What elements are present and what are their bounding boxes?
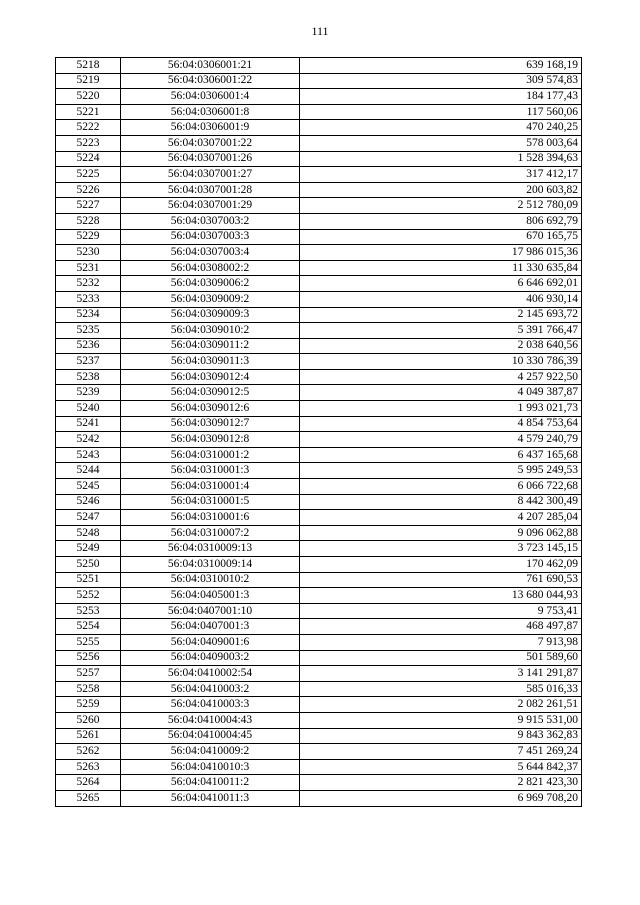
page-number: 111 bbox=[311, 24, 329, 38]
row-number-cell: 5261 bbox=[56, 728, 121, 744]
cadastral-number-cell: 56:04:0306001:4 bbox=[121, 89, 300, 105]
table-row bbox=[56, 73, 582, 89]
cadastral-value-cell: 5 391 766,47 bbox=[300, 323, 582, 339]
cadastral-number-cell: 56:04:0307003:3 bbox=[121, 229, 300, 245]
cadastral-value-cell: 2 038 640,56 bbox=[300, 338, 582, 354]
row-number-cell: 5239 bbox=[56, 385, 121, 401]
row-number-cell: 5237 bbox=[56, 354, 121, 370]
row-number-cell: 5231 bbox=[56, 260, 121, 276]
cadastral-value-cell: 309 574,83 bbox=[300, 73, 582, 89]
row-number-cell: 5252 bbox=[56, 588, 121, 604]
table-row bbox=[56, 479, 582, 495]
cadastral-value-cell: 2 145 693,72 bbox=[300, 307, 582, 323]
cadastral-number-cell: 56:04:0310001:2 bbox=[121, 447, 300, 463]
row-number-cell: 5264 bbox=[56, 775, 121, 791]
table-row bbox=[56, 307, 582, 323]
cadastral-number-cell: 56:04:0310010:2 bbox=[121, 572, 300, 588]
cadastral-value-cell: 4 579 240,79 bbox=[300, 432, 582, 448]
row-number-cell: 5220 bbox=[56, 89, 121, 105]
row-number-cell: 5251 bbox=[56, 572, 121, 588]
cadastral-value-cell: 2 512 780,09 bbox=[300, 198, 582, 214]
cadastral-value-cell: 670 165,75 bbox=[300, 229, 582, 245]
cadastral-number-cell: 56:04:0310009:14 bbox=[121, 557, 300, 573]
cadastral-number-cell: 56:04:0307001:29 bbox=[121, 198, 300, 214]
row-number-cell: 5219 bbox=[56, 73, 121, 89]
table-row bbox=[56, 58, 582, 74]
cadastral-number-cell: 56:04:0309010:2 bbox=[121, 323, 300, 339]
cadastral-value-cell: 406 930,14 bbox=[300, 291, 582, 307]
cadastral-value-cell: 317 412,17 bbox=[300, 167, 582, 183]
cadastral-number-cell: 56:04:0410002:54 bbox=[121, 666, 300, 682]
cadastral-value-cell: 9 753,41 bbox=[300, 603, 582, 619]
cadastral-value-cell: 468 497,87 bbox=[300, 619, 582, 635]
row-number-cell: 5244 bbox=[56, 463, 121, 479]
row-number-cell: 5222 bbox=[56, 120, 121, 136]
cadastral-number-cell: 56:04:0410009:2 bbox=[121, 744, 300, 760]
table-row bbox=[56, 198, 582, 214]
cadastral-value-cell: 1 528 394,63 bbox=[300, 151, 582, 167]
cadastral-number-cell: 56:04:0310001:6 bbox=[121, 510, 300, 526]
table-row bbox=[56, 260, 582, 276]
cadastral-value-cell: 170 462,09 bbox=[300, 557, 582, 573]
cadastral-number-cell: 56:04:0307001:27 bbox=[121, 167, 300, 183]
cadastral-number-cell: 56:04:0309012:4 bbox=[121, 369, 300, 385]
table-row bbox=[56, 588, 582, 604]
row-number-cell: 5263 bbox=[56, 759, 121, 775]
cadastral-value-cell: 5 644 842,37 bbox=[300, 759, 582, 775]
row-number-cell: 5234 bbox=[56, 307, 121, 323]
row-number-cell: 5233 bbox=[56, 291, 121, 307]
cadastral-value-cell: 4 257 922,50 bbox=[300, 369, 582, 385]
table-row bbox=[56, 276, 582, 292]
cadastral-value-cell: 6 437 165,68 bbox=[300, 447, 582, 463]
cadastral-value-cell: 578 003,64 bbox=[300, 135, 582, 151]
row-number-cell: 5230 bbox=[56, 245, 121, 261]
row-number-cell: 5247 bbox=[56, 510, 121, 526]
row-number-cell: 5223 bbox=[56, 135, 121, 151]
table-row bbox=[56, 245, 582, 261]
row-number-cell: 5218 bbox=[56, 58, 121, 74]
row-number-cell: 5265 bbox=[56, 790, 121, 806]
row-number-cell: 5224 bbox=[56, 151, 121, 167]
cadastral-number-cell: 56:04:0307001:28 bbox=[121, 182, 300, 198]
table-row bbox=[56, 432, 582, 448]
cadastral-value-cell: 10 330 786,39 bbox=[300, 354, 582, 370]
table-row bbox=[56, 712, 582, 728]
row-number-cell: 5262 bbox=[56, 744, 121, 760]
table-row bbox=[56, 338, 582, 354]
cadastral-number-cell: 56:04:0410003:2 bbox=[121, 681, 300, 697]
row-number-cell: 5250 bbox=[56, 557, 121, 573]
cadastral-value-cell: 6 646 692,01 bbox=[300, 276, 582, 292]
table-row bbox=[56, 167, 582, 183]
cadastral-value-cell: 470 240,25 bbox=[300, 120, 582, 136]
cadastral-value-cell: 9 915 531,00 bbox=[300, 712, 582, 728]
table-row bbox=[56, 104, 582, 120]
row-number-cell: 5243 bbox=[56, 447, 121, 463]
cadastral-number-cell: 56:04:0310007:2 bbox=[121, 525, 300, 541]
cadastral-number-cell: 56:04:0410004:43 bbox=[121, 712, 300, 728]
cadastral-number-cell: 56:04:0407001:10 bbox=[121, 603, 300, 619]
cadastral-value-cell: 200 603,82 bbox=[300, 182, 582, 198]
cadastral-number-cell: 56:04:0307003:4 bbox=[121, 245, 300, 261]
cadastral-number-cell: 56:04:0309012:5 bbox=[121, 385, 300, 401]
cadastral-value-cell: 5 995 249,53 bbox=[300, 463, 582, 479]
table-row bbox=[56, 790, 582, 806]
cadastral-value-cell: 8 442 300,49 bbox=[300, 494, 582, 510]
table-row bbox=[56, 385, 582, 401]
table-row bbox=[56, 775, 582, 791]
table-body bbox=[56, 58, 582, 807]
cadastral-value-cell: 761 690,53 bbox=[300, 572, 582, 588]
table-row bbox=[56, 213, 582, 229]
cadastral-value-cell: 13 680 044,93 bbox=[300, 588, 582, 604]
table-row bbox=[56, 354, 582, 370]
cadastral-number-cell: 56:04:0410003:3 bbox=[121, 697, 300, 713]
row-number-cell: 5228 bbox=[56, 213, 121, 229]
table-row bbox=[56, 650, 582, 666]
cadastral-value-cell: 17 986 015,36 bbox=[300, 245, 582, 261]
cadastral-number-cell: 56:04:0309012:6 bbox=[121, 401, 300, 417]
row-number-cell: 5232 bbox=[56, 276, 121, 292]
table-row bbox=[56, 401, 582, 417]
cadastral-value-cell: 184 177,43 bbox=[300, 89, 582, 105]
cadastral-number-cell: 56:04:0310001:3 bbox=[121, 463, 300, 479]
cadastral-number-cell: 56:04:0310001:5 bbox=[121, 494, 300, 510]
cadastral-value-cell: 1 993 021,73 bbox=[300, 401, 582, 417]
cadastral-number-cell: 56:04:0410010:3 bbox=[121, 759, 300, 775]
table-row bbox=[56, 728, 582, 744]
cadastral-number-cell: 56:04:0310009:13 bbox=[121, 541, 300, 557]
row-number-cell: 5246 bbox=[56, 494, 121, 510]
table-row bbox=[56, 603, 582, 619]
cadastral-number-cell: 56:04:0309009:2 bbox=[121, 291, 300, 307]
cadastral-value-cell: 2 082 261,51 bbox=[300, 697, 582, 713]
row-number-cell: 5260 bbox=[56, 712, 121, 728]
row-number-cell: 5245 bbox=[56, 479, 121, 495]
row-number-cell: 5253 bbox=[56, 603, 121, 619]
cadastral-value-cell: 6 969 708,20 bbox=[300, 790, 582, 806]
cadastral-value-cell: 4 049 387,87 bbox=[300, 385, 582, 401]
row-number-cell: 5241 bbox=[56, 416, 121, 432]
table-row bbox=[56, 291, 582, 307]
table-row bbox=[56, 510, 582, 526]
table-row bbox=[56, 494, 582, 510]
table-row bbox=[56, 182, 582, 198]
table-row bbox=[56, 151, 582, 167]
table-row bbox=[56, 634, 582, 650]
cadastral-value-cell: 2 821 423,30 bbox=[300, 775, 582, 791]
cadastral-number-cell: 56:04:0310001:4 bbox=[121, 479, 300, 495]
table-row bbox=[56, 525, 582, 541]
table-row bbox=[56, 135, 582, 151]
row-number-cell: 5258 bbox=[56, 681, 121, 697]
table-row bbox=[56, 681, 582, 697]
table-row bbox=[56, 744, 582, 760]
cadastral-number-cell: 56:04:0309011:2 bbox=[121, 338, 300, 354]
cadastral-value-cell: 501 589,60 bbox=[300, 650, 582, 666]
cadastral-number-cell: 56:04:0410011:2 bbox=[121, 775, 300, 791]
cadastral-number-cell: 56:04:0306001:22 bbox=[121, 73, 300, 89]
row-number-cell: 5242 bbox=[56, 432, 121, 448]
cadastral-value-cell: 3 723 145,15 bbox=[300, 541, 582, 557]
cadastral-value-cell: 585 016,33 bbox=[300, 681, 582, 697]
row-number-cell: 5235 bbox=[56, 323, 121, 339]
row-number-cell: 5257 bbox=[56, 666, 121, 682]
row-number-cell: 5226 bbox=[56, 182, 121, 198]
cadastral-value-cell: 639 168,19 bbox=[300, 58, 582, 74]
cadastral-value-cell: 9 843 362,83 bbox=[300, 728, 582, 744]
row-number-cell: 5256 bbox=[56, 650, 121, 666]
row-number-cell: 5227 bbox=[56, 198, 121, 214]
cadastral-value-cell: 7 913,98 bbox=[300, 634, 582, 650]
cadastral-value-cell: 117 560,06 bbox=[300, 104, 582, 120]
cadastral-value-cell: 3 141 291,87 bbox=[300, 666, 582, 682]
cadastral-value-cell: 6 066 722,68 bbox=[300, 479, 582, 495]
row-number-cell: 5221 bbox=[56, 104, 121, 120]
cadastral-number-cell: 56:04:0307001:26 bbox=[121, 151, 300, 167]
table-row bbox=[56, 463, 582, 479]
table-row bbox=[56, 416, 582, 432]
cadastral-number-cell: 56:04:0307001:22 bbox=[121, 135, 300, 151]
table-row bbox=[56, 120, 582, 136]
cadastral-number-cell: 56:04:0309012:7 bbox=[121, 416, 300, 432]
row-number-cell: 5249 bbox=[56, 541, 121, 557]
row-number-cell: 5240 bbox=[56, 401, 121, 417]
row-number-cell: 5236 bbox=[56, 338, 121, 354]
table-row bbox=[56, 541, 582, 557]
cadastral-number-cell: 56:04:0306001:21 bbox=[121, 58, 300, 74]
cadastral-number-cell: 56:04:0308002:2 bbox=[121, 260, 300, 276]
cadastral-number-cell: 56:04:0409003:2 bbox=[121, 650, 300, 666]
cadastral-value-table bbox=[55, 57, 582, 807]
row-number-cell: 5229 bbox=[56, 229, 121, 245]
cadastral-number-cell: 56:04:0309009:3 bbox=[121, 307, 300, 323]
cadastral-number-cell: 56:04:0407001:3 bbox=[121, 619, 300, 635]
row-number-cell: 5255 bbox=[56, 634, 121, 650]
cadastral-number-cell: 56:04:0309011:3 bbox=[121, 354, 300, 370]
cadastral-number-cell: 56:04:0309006:2 bbox=[121, 276, 300, 292]
cadastral-value-cell: 4 854 753,64 bbox=[300, 416, 582, 432]
table-row bbox=[56, 697, 582, 713]
table-row bbox=[56, 323, 582, 339]
cadastral-value-cell: 806 692,79 bbox=[300, 213, 582, 229]
cadastral-number-cell: 56:04:0410011:3 bbox=[121, 790, 300, 806]
cadastral-number-cell: 56:04:0409001:6 bbox=[121, 634, 300, 650]
cadastral-number-cell: 56:04:0410004:45 bbox=[121, 728, 300, 744]
cadastral-number-cell: 56:04:0309012:8 bbox=[121, 432, 300, 448]
cadastral-number-cell: 56:04:0405001:3 bbox=[121, 588, 300, 604]
table-row bbox=[56, 89, 582, 105]
table-row bbox=[56, 447, 582, 463]
row-number-cell: 5254 bbox=[56, 619, 121, 635]
table-row bbox=[56, 759, 582, 775]
table-row bbox=[56, 369, 582, 385]
cadastral-number-cell: 56:04:0306001:8 bbox=[121, 104, 300, 120]
cadastral-value-cell: 4 207 285,04 bbox=[300, 510, 582, 526]
row-number-cell: 5248 bbox=[56, 525, 121, 541]
table-row bbox=[56, 572, 582, 588]
cadastral-value-cell: 11 330 635,84 bbox=[300, 260, 582, 276]
row-number-cell: 5238 bbox=[56, 369, 121, 385]
table-row bbox=[56, 666, 582, 682]
row-number-cell: 5225 bbox=[56, 167, 121, 183]
cadastral-value-cell: 9 096 062,88 bbox=[300, 525, 582, 541]
table-row bbox=[56, 619, 582, 635]
row-number-cell: 5259 bbox=[56, 697, 121, 713]
cadastral-value-cell: 7 451 269,24 bbox=[300, 744, 582, 760]
table-row bbox=[56, 229, 582, 245]
cadastral-number-cell: 56:04:0306001:9 bbox=[121, 120, 300, 136]
table-row bbox=[56, 557, 582, 573]
cadastral-number-cell: 56:04:0307003:2 bbox=[121, 213, 300, 229]
